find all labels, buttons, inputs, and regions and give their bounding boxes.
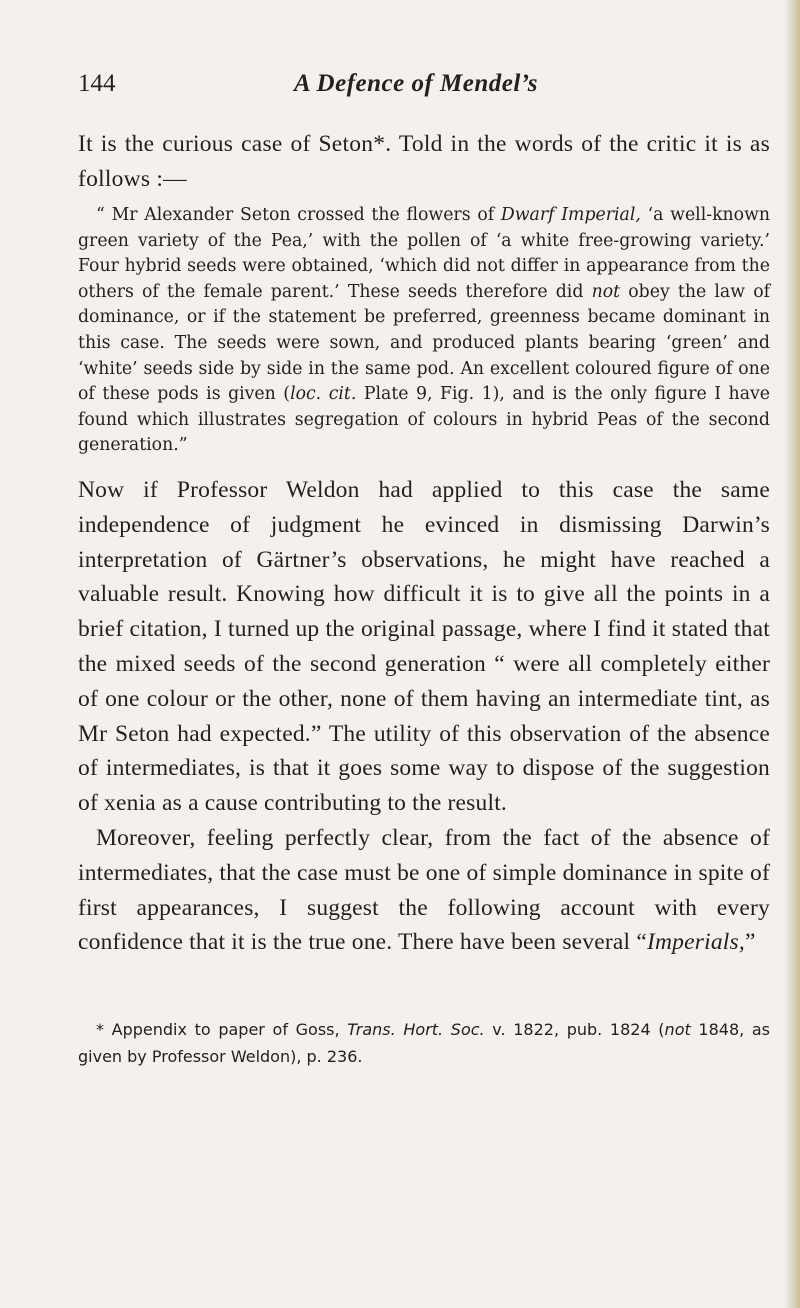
footnote [78,1016,770,1070]
page-edge-shadow [784,0,800,1308]
footnote-italic-not: not [664,1020,691,1039]
main-paragraph-2 [78,821,770,960]
page-body [78,127,770,960]
running-title: A Defence of Mendel’s [294,70,539,97]
block-quote [78,203,770,459]
quote-text-3: obey the law of dominance, or if the statement be preferred, greenness became dominant in this case. The seeds were sown, and produced plants bearing ‘green’ and ‘white’ seeds side by side in the same pod. An excellent coloured figure of one of these pods is given ( [78,281,770,405]
quote-italic-not: not [591,281,621,302]
quote-italic-loc-cit: loc. cit. [290,384,357,405]
footnote-text-2: v. 1822, pub. 1824 ( [484,1020,665,1039]
footnote-text-3: 1848, as given by Professor Weldon), p. 236. [78,1020,771,1066]
quote-text-2: ‘a well-known green variety of the Pea,’ with the pollen of ‘a white free-growing variety.’ Four hybrid seeds were obtained, ‘which did not differ in appearance from the others of the female parent.’ These seeds therefore did [78,205,771,302]
footnote-text-1: * Appendix to paper of Goss, [96,1020,348,1039]
page-number: 144 [78,70,116,97]
quote-text-4: Plate 9, Fig. 1), and is the only figure I have found which illustrates segregation of colours in hybrid Peas of the second generation.” [78,384,770,456]
footnote-italic-journal: Trans. Hort. Soc. [347,1020,485,1039]
quote-italic-dwarf-imperial: Dwarf Imperial, [500,205,641,225]
paragraph-2-italic-imperials: Imperials, [646,929,745,956]
paragraph-2-text-1: Moreover, feeling perfectly clear, from the fact of the absence of intermediates, that the case must be one of simple dominance in spite of first appearances, I suggest the following account with every confidence that it is the true one. There have been several “ [78,824,770,956]
intro-paragraph: It is the curious case of Seton*. Told in the words of the critic it is as follows :— [78,131,770,192]
quote-text-1: “ Mr Alexander Seton crossed the flowers of [96,205,501,225]
page-header [78,70,770,110]
main-paragraph-1: Now if Professor Weldon had applied to this case the same independence of judgment he evinced in dismissing Darwin’s interpretation of Gärtner’s observations, he might have reached a valuable result. Knowing how difficult it is to give all the points in a brief citation, I turned up the original passage, where I find it stated that the mixed seeds of the second generation “ were all completely either of one colour or the other, none of them having an intermediate tint, as Mr Seton had expected.” The utility of this observation of the absence of intermediates, is that it goes some way to dispose of the suggestion of xenia as a cause contributing to the result. [78,476,770,817]
paragraph-2-text-2: ” [744,929,756,956]
